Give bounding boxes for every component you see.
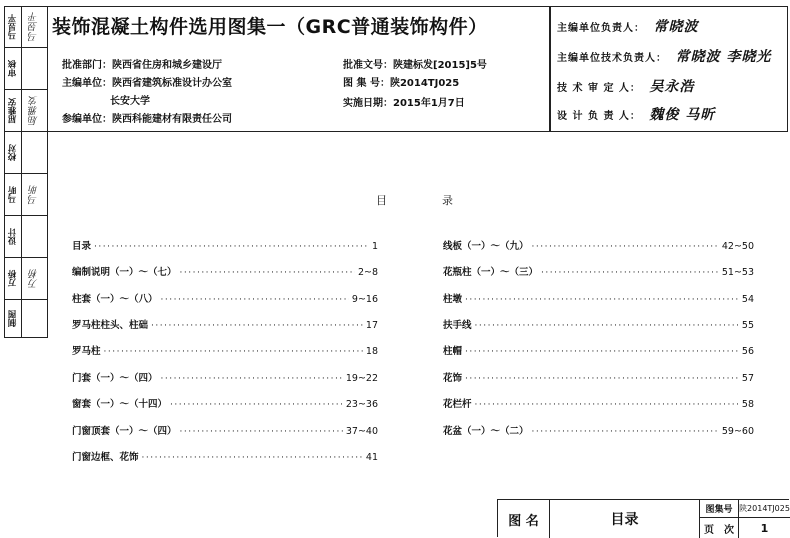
signature: 常晓波	[653, 19, 699, 35]
responsible-row: 主编单位负责人： 常晓波	[557, 19, 699, 35]
approval-dept: 批准部门：陕西省住房和城乡建设厅	[62, 60, 222, 71]
sign-row-label: 设计	[5, 216, 22, 257]
signature: 常晓波 李晓光	[675, 49, 772, 65]
sign-row-signature: 马昕	[29, 184, 40, 205]
sign-row	[5, 174, 47, 216]
sign-row-signature	[22, 132, 47, 173]
sign-row-label: 审核	[5, 48, 22, 89]
toc-item[interactable]: 花瓶柱（一）～（三） ····· 51~53	[443, 264, 754, 278]
sign-row-label: 制图	[5, 300, 22, 337]
toc-item[interactable]: 窗套（一）～（十四） ····· 23~36	[72, 396, 378, 410]
page-title: 装饰混凝土构件选用图集一（GRC普通装饰构件）	[52, 16, 488, 38]
atlas-number-value: 陕2014TJ025	[739, 500, 790, 518]
sign-row	[5, 132, 47, 174]
toc-item[interactable]: 柱帽 ····· 56	[443, 343, 754, 357]
sign-row-label: 校对	[5, 132, 22, 173]
toc-item[interactable]: 扶手线 ····· 55	[443, 317, 754, 331]
effective-date: 实施日期：2015年1月7日	[343, 98, 465, 109]
editor-unit-2: 长安大学	[110, 96, 150, 107]
toc-item[interactable]: 门窗边框、花饰 ····· 41	[72, 449, 378, 463]
title-block	[497, 499, 789, 537]
sign-row-label: 屈雅安	[5, 90, 22, 131]
sign-row-signature: 万桥	[29, 268, 40, 289]
atlas-number: 图 集 号：陕2014TJ025	[343, 78, 460, 89]
toc-item[interactable]: 罗马柱 ····· 18	[72, 343, 378, 357]
doc-number: 批准文号：陕建标发[2015]5号	[343, 60, 487, 71]
responsible-row: 技 术 审 定 人： 吴永浩	[557, 79, 695, 95]
toc-item[interactable]: 目录 ····· 1	[72, 238, 378, 252]
participant-unit: 参编单位：陕西科能建材有限责任公司	[62, 114, 232, 125]
page-number-value: 1	[760, 521, 769, 535]
sign-row-label: 万桥	[5, 258, 22, 299]
sign-row	[5, 7, 47, 48]
toc-item[interactable]: 柱套（一）～（八） ····· 9~16	[72, 291, 378, 305]
sign-strip	[4, 6, 48, 338]
toc-item[interactable]: 花栏杆 ····· 58	[443, 396, 754, 410]
sign-row-signature: 屈雅安	[29, 95, 40, 126]
sign-row	[5, 48, 47, 90]
page-number-label: 页 次	[700, 518, 739, 538]
sign-row-signature	[22, 48, 47, 89]
drawing-name: 目录	[550, 500, 700, 538]
toc-item[interactable]: 门套（一）～（四） ····· 19~22	[72, 370, 378, 384]
drawing-name-label: 图 名	[498, 500, 550, 538]
toc-item[interactable]: 罗马柱柱头、柱础 ····· 17	[72, 317, 378, 331]
sign-row	[5, 258, 47, 300]
sign-row-label: 马昕	[5, 174, 22, 215]
header-divider	[549, 6, 551, 132]
toc-item[interactable]: 花饰 ····· 57	[443, 370, 754, 384]
toc-item[interactable]: 花盆（一）～（二） ····· 59~60	[443, 423, 754, 437]
sign-row-signature: 马昱平	[29, 12, 40, 42]
responsible-row: 主编单位技术负责人： 常晓波 李晓光	[557, 49, 772, 65]
sign-row	[5, 300, 47, 337]
sign-row	[5, 90, 47, 132]
signature: 吴永浩	[649, 79, 695, 95]
sign-row	[5, 216, 47, 258]
responsible-row: 设 计 负 责 人： 魏俊 马昕	[557, 107, 716, 123]
toc-item[interactable]: 门窗顶套（一）～（四） ····· 37~40	[72, 423, 378, 437]
signature: 魏俊 马昕	[649, 107, 716, 123]
atlas-number-label: 图集号	[700, 500, 739, 518]
sign-row-signature	[22, 300, 47, 337]
editor-unit: 主编单位：陕西省建筑标准设计办公室	[62, 78, 232, 89]
sign-row-signature	[22, 216, 47, 257]
toc-title: 目 录	[376, 194, 453, 207]
toc-item[interactable]: 柱墩 ····· 54	[443, 291, 754, 305]
toc-item[interactable]: 线板（一）～（九） ····· 42~50	[443, 238, 754, 252]
toc-item[interactable]: 编制说明（一）～（七） ····· 2~8	[72, 264, 378, 278]
sign-row-label: 马昱平	[5, 7, 22, 47]
